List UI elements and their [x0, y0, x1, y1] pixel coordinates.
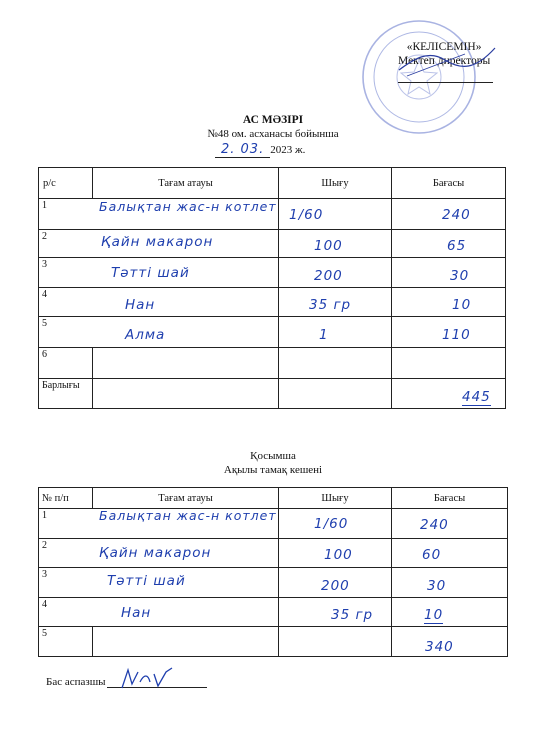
- col-header-out: Шығу: [279, 168, 392, 199]
- director-signature-icon: [395, 40, 500, 80]
- table-row: [39, 258, 506, 288]
- row-number: 6: [42, 349, 47, 360]
- menu-date: [215, 140, 305, 158]
- dish-price: 30: [450, 268, 470, 284]
- row-number: 3: [42, 569, 47, 580]
- row-number: 1: [42, 510, 47, 521]
- dish-price: 10: [424, 607, 444, 623]
- cook-label: Бас аспазшы: [46, 676, 106, 688]
- table-row: [39, 317, 506, 348]
- annex-table-header: [39, 488, 508, 509]
- dish-out: 1/60: [314, 516, 349, 532]
- row-number: 4: [42, 599, 47, 610]
- dish-name: Қайн макарон: [101, 234, 214, 250]
- dish-out: 35 гр: [309, 297, 352, 313]
- cook-signature-icon: [118, 664, 188, 692]
- dish-out: 200: [314, 268, 343, 284]
- annex-title: Қосымша: [250, 450, 296, 462]
- menu-title: АС МӘЗІРІ: [242, 114, 304, 126]
- row-number: 2: [42, 231, 47, 242]
- row-number: 4: [42, 289, 47, 300]
- dish-name: Алма: [125, 327, 166, 343]
- dish-name: Нан: [125, 297, 156, 313]
- table-row: [39, 509, 508, 539]
- dish-name: Тәтті шай: [111, 265, 190, 281]
- dish-out: 200: [321, 578, 350, 594]
- table-row: [39, 627, 508, 657]
- menu-table-header: [39, 168, 506, 199]
- dish-out: 100: [324, 547, 353, 563]
- menu-table: [38, 167, 506, 409]
- approval-signature-line: [398, 82, 493, 83]
- row-number: 5: [42, 628, 47, 639]
- table-row: [39, 199, 506, 230]
- table-row: [39, 230, 506, 258]
- annex-total-value: 340: [425, 639, 454, 655]
- dish-out: 1/60: [289, 207, 324, 223]
- col-header-no: № п/п: [39, 488, 93, 509]
- date-handwritten: 2. 03.: [215, 142, 270, 158]
- row-number: 5: [42, 318, 47, 329]
- dish-price: 110: [442, 327, 471, 343]
- table-row: [39, 568, 508, 598]
- dish-price: 65: [447, 238, 467, 254]
- table-row: [39, 539, 508, 568]
- col-header-no: р/с: [39, 168, 93, 199]
- row-number: 3: [42, 259, 47, 270]
- date-suffix: 2023 ж.: [270, 144, 306, 156]
- approval-label: «КЕЛІСЕМІН»: [406, 41, 482, 53]
- col-header-price: Бағасы: [392, 168, 506, 199]
- table-row: [39, 288, 506, 317]
- dish-name: Балықтан жас-н котлет: [99, 199, 277, 214]
- col-header-out: Шығу: [279, 488, 392, 509]
- dish-name: Тәтті шай: [107, 573, 186, 589]
- table-row: [39, 598, 508, 627]
- dish-price: 240: [442, 207, 471, 223]
- annex-subtitle: Ақылы тамақ кешені: [223, 464, 323, 476]
- dish-price: 10: [452, 297, 472, 313]
- col-header-name: Тағам атауы: [93, 168, 279, 199]
- annex-table: [38, 487, 508, 657]
- dish-price: 60: [422, 547, 442, 563]
- col-header-name: Тағам атауы: [93, 488, 279, 509]
- dish-name: Қайн макарон: [99, 545, 212, 561]
- dish-name: Балықтан жас-н котлет: [99, 508, 277, 523]
- dish-price: 30: [427, 578, 447, 594]
- table-row: [39, 348, 506, 379]
- dish-out: 35 гр: [331, 607, 374, 623]
- dish-name: Нан: [121, 605, 152, 621]
- row-number: 1: [42, 200, 47, 211]
- dish-price: 240: [420, 517, 449, 533]
- total-row: [39, 379, 506, 409]
- row-number: 2: [42, 540, 47, 551]
- approval-role: Мектеп директоры: [398, 55, 491, 67]
- dish-out: 1: [319, 327, 329, 343]
- dish-out: 100: [314, 238, 343, 254]
- col-header-price: Бағасы: [392, 488, 508, 509]
- total-label: Барлығы: [42, 380, 80, 391]
- menu-subtitle: №48 ом. асханасы бойынша: [207, 128, 339, 140]
- total-value: 445: [462, 389, 491, 405]
